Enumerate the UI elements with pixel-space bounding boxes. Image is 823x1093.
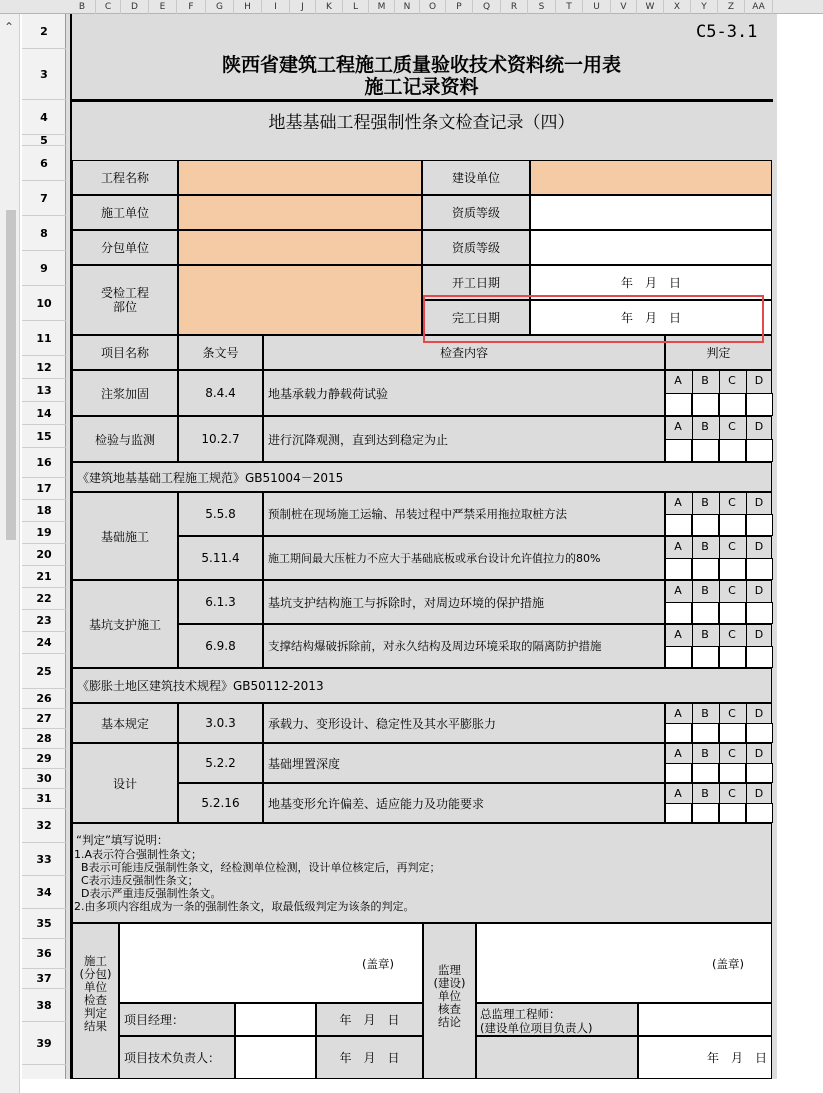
sign-right-label-line: 单位 — [438, 989, 461, 1003]
judgement-checkbox-c[interactable] — [719, 646, 746, 668]
column-header-g[interactable]: G — [206, 0, 234, 14]
pm-date: 年 月 日 — [316, 1003, 423, 1036]
row-header-29[interactable]: 29 — [22, 749, 66, 769]
row-header-36[interactable]: 36 — [22, 939, 66, 969]
judgement-label-c: C — [728, 707, 736, 720]
sign-right-label — [423, 964, 476, 1029]
group-grouting: 注浆加固 — [72, 370, 178, 416]
label-project-manager: 项目经理： — [119, 1003, 235, 1036]
row-header-32[interactable]: 32 — [22, 809, 66, 843]
right-empty-pane — [777, 14, 823, 1093]
content-row-14: 进行沉降观测，直到达到稳定为止 — [263, 416, 665, 462]
judgement-label-b: B — [701, 420, 709, 433]
judgement-label-d: D — [754, 374, 764, 387]
judgement-label-a: A — [674, 540, 682, 553]
judgement-label-d: D — [754, 787, 764, 800]
sign-left-label-line: (分包) — [79, 967, 112, 981]
form — [66, 14, 777, 1079]
judgement-label-a: A — [674, 420, 682, 433]
judgement-label-b: B — [701, 787, 709, 800]
judgement-checkbox-b[interactable] — [692, 602, 719, 624]
row-header-9[interactable]: 9 — [22, 251, 66, 286]
sign-left-label-line: 施工 — [84, 954, 107, 968]
label-chief-engineer: 总监理工程师： — [480, 1007, 561, 1021]
judgement-divider — [692, 492, 693, 514]
judgement-label-d: D — [754, 707, 764, 720]
tech-date: 年 月 日 — [316, 1036, 423, 1079]
judgement-label-c: C — [728, 374, 736, 387]
judgement-divider — [692, 703, 693, 723]
seal-right: (盖章) — [712, 957, 744, 971]
judgement-divider — [746, 492, 747, 514]
judgement-checkbox-d[interactable] — [746, 439, 773, 462]
column-header-l[interactable]: L — [343, 0, 369, 14]
judgement-checkbox-d[interactable] — [746, 803, 773, 823]
judgement-checkbox-a[interactable] — [665, 763, 692, 783]
content-row-12: 地基承载力静载荷试验 — [263, 370, 665, 416]
row-header-30[interactable]: 30 — [22, 769, 66, 789]
start-date-input[interactable]: 年 月 日 — [530, 265, 772, 300]
project-manager-input[interactable] — [235, 1003, 316, 1036]
content-row-26: 承载力、变形设计、稳定性及其水平膨胀力 — [263, 703, 665, 743]
form-title-line2: 施工记录资料 — [364, 76, 479, 98]
title-divider — [72, 99, 773, 102]
seal-left: (盖章) — [362, 957, 394, 971]
judgement-checkbox-c[interactable] — [719, 439, 746, 462]
judgement-label-c: C — [728, 496, 736, 509]
header-item-name: 项目名称 — [72, 335, 178, 370]
tech-lead-input[interactable] — [235, 1036, 316, 1079]
row-header-16[interactable]: 16 — [22, 448, 66, 478]
form-title: 陕西省建筑工程施工质量验收技术资料统一用表 — [221, 54, 621, 76]
qualification-2-input[interactable] — [530, 230, 772, 265]
judgement-label-a: A — [674, 787, 682, 800]
judgement-checkbox-a[interactable] — [665, 602, 692, 624]
project-name-input[interactable] — [178, 160, 422, 195]
judgement-label-b: B — [701, 496, 709, 509]
judgement-checkbox-b[interactable] — [692, 763, 719, 783]
label-chief-engineer-sub: (建设单位项目负责人) — [480, 1021, 593, 1035]
judgement-label-b: B — [701, 747, 709, 760]
judgement-label-c: C — [728, 747, 736, 760]
judgement-checkbox-d[interactable] — [746, 763, 773, 783]
row-header-31[interactable]: 31 — [22, 789, 66, 809]
judgement-label-d: D — [754, 420, 764, 433]
judgement-checkbox-c[interactable] — [719, 558, 746, 580]
row-header-37[interactable]: 37 — [22, 969, 66, 989]
column-header-m[interactable]: M — [369, 0, 395, 14]
judgement-divider — [719, 580, 720, 602]
judgement-checkbox-c[interactable] — [719, 514, 746, 536]
row-header-28[interactable]: 28 — [22, 729, 66, 749]
column-header-z[interactable]: Z — [718, 0, 745, 14]
row-header-18[interactable]: 18 — [22, 500, 66, 522]
row-header-38[interactable]: 38 — [22, 989, 66, 1022]
content-row-21: 基坑支护结构施工与拆除时，对周边环境的保护措施 — [263, 580, 665, 624]
row-header-21[interactable]: 21 — [22, 566, 66, 588]
row-header-bar — [22, 14, 66, 1079]
row-header-3[interactable]: 3 — [22, 49, 66, 100]
judgement-divider — [746, 536, 747, 558]
row-header-6[interactable]: 6 — [22, 146, 66, 181]
group-foundation-construction: 基础施工 — [72, 492, 178, 580]
judgement-divider — [719, 743, 720, 763]
judgement-divider — [719, 783, 720, 803]
judgement-checkbox-a[interactable] — [665, 646, 692, 668]
row-header-7[interactable]: 7 — [22, 181, 66, 216]
judgement-divider — [692, 370, 693, 393]
clause-5-5-8: 5.5.8 — [178, 492, 263, 536]
standard-gb50112: 《膨胀土地区建筑技术规程》GB50112-2013 — [72, 668, 772, 703]
content-row-19: 施工期间最大压桩力不应大于基础底板或承台设计允许值拉力的80% — [263, 536, 665, 580]
group-monitoring: 检验与监测 — [72, 416, 178, 462]
judgement-checkbox-c[interactable] — [719, 723, 746, 743]
sign-left-label-line: 单位 — [84, 980, 107, 994]
judgement-label-c: C — [728, 540, 736, 553]
sign-left-label-line: 检查 — [84, 993, 107, 1007]
judgement-checkbox-c[interactable] — [719, 763, 746, 783]
group-basic-rules: 基本规定 — [72, 703, 178, 743]
judgement-label-b: B — [701, 540, 709, 553]
column-header-n[interactable]: N — [395, 0, 420, 14]
standard-gb51004: 《建筑地基基础工程施工规范》GB51004－2015 — [72, 462, 772, 492]
judgement-label-d: D — [754, 496, 764, 509]
judgement-label-c: C — [728, 787, 736, 800]
judgement-divider — [746, 703, 747, 723]
column-header-r[interactable]: R — [501, 0, 528, 14]
judgement-label-d: D — [754, 540, 764, 553]
sign-right-label-line: 监理 — [438, 963, 461, 977]
label-tech-lead: 项目技术负责人： — [119, 1036, 235, 1079]
sign-left-label — [72, 955, 119, 1033]
row-header-35[interactable]: 35 — [22, 909, 66, 939]
judgement-label-c: C — [728, 628, 736, 641]
judgement-label-b: B — [701, 628, 709, 641]
label-construction-unit: 施工单位 — [72, 195, 178, 230]
judgement-divider — [692, 416, 693, 439]
judgement-checkbox-a[interactable] — [665, 439, 692, 462]
row-header-15[interactable]: 15 — [22, 425, 66, 448]
judgement-divider — [746, 416, 747, 439]
judgement-label-a: A — [674, 374, 682, 387]
judgement-divider — [692, 580, 693, 602]
sign-left-label-line: 判定 — [84, 1006, 107, 1020]
label-inspected-part: 受检工程部位 — [72, 265, 178, 335]
label-qualification-2: 资质等级 — [422, 230, 530, 265]
label-builder-unit: 建设单位 — [422, 160, 530, 195]
content-row-17: 预制桩在现场施工运输、吊装过程中严禁采用拖拉取桩方法 — [263, 492, 665, 536]
column-header-j[interactable]: J — [290, 0, 316, 14]
column-header-f[interactable]: F — [177, 0, 206, 14]
label-qualification-1: 资质等级 — [422, 195, 530, 230]
row-header-8[interactable]: 8 — [22, 216, 66, 251]
judgement-checkbox-b[interactable] — [692, 723, 719, 743]
form-code: C5-3.1 — [696, 22, 758, 42]
row-header-12[interactable]: 12 — [22, 356, 66, 379]
judgement-divider — [692, 624, 693, 646]
end-date-input[interactable]: 年 月 日 — [530, 300, 772, 335]
judgement-checkbox-d[interactable] — [746, 723, 773, 743]
judgement-divider — [719, 536, 720, 558]
judgement-label-b: B — [701, 374, 709, 387]
row-header-4[interactable]: 4 — [22, 100, 66, 135]
judgement-checkbox-d[interactable] — [746, 558, 773, 580]
judgement-label-d: D — [754, 584, 764, 597]
clause-5-2-2: 5.2.2 — [178, 743, 263, 783]
sign-right-label-line: 结论 — [438, 1015, 461, 1029]
header-clause-no: 条文号 — [178, 335, 263, 370]
row-header-17[interactable]: 17 — [22, 478, 66, 500]
judgement-divider — [746, 743, 747, 763]
notes-line: B表示可能违反强制性条文，经检测单位检测，设计单位核定后，再判定； — [74, 861, 441, 874]
column-header-p[interactable]: P — [446, 0, 473, 14]
row-header-11[interactable]: 11 — [22, 321, 66, 356]
judgement-checkbox-b[interactable] — [692, 514, 719, 536]
row-header-5[interactable]: 5 — [22, 135, 66, 146]
vertical-scrollbar[interactable] — [0, 14, 20, 1093]
scroll-up-arrow-icon[interactable]: ⌃ — [4, 20, 15, 34]
right-blank-cell — [476, 1036, 638, 1079]
clause-5-2-16: 5.2.16 — [178, 783, 263, 823]
column-header-b[interactable]: B — [69, 0, 96, 14]
notes-line: 1.A表示符合强制性条文； — [74, 848, 203, 861]
judgement-divider — [719, 492, 720, 514]
row-header-24[interactable]: 24 — [22, 632, 66, 654]
judgement-divider — [719, 624, 720, 646]
group-design: 设计 — [72, 743, 178, 823]
content-row-28: 基础埋置深度 — [263, 743, 665, 783]
construction-unit-input[interactable] — [178, 195, 422, 230]
column-header-v[interactable]: V — [611, 0, 637, 14]
notes-line: “判定”填写说明： — [76, 833, 169, 847]
column-header-aa[interactable]: AA — [745, 0, 773, 14]
judgement-divider — [719, 416, 720, 439]
label-project-name: 工程名称 — [72, 160, 178, 195]
judgement-checkbox-d[interactable] — [746, 602, 773, 624]
sign-left-label-line: 结果 — [84, 1019, 107, 1033]
column-header-q[interactable]: Q — [473, 0, 501, 14]
judgement-checkbox-a[interactable] — [665, 558, 692, 580]
clause-5-11-4: 5.11.4 — [178, 536, 263, 580]
judgement-divider — [746, 783, 747, 803]
row-header-25[interactable]: 25 — [22, 654, 66, 689]
judgement-divider — [692, 783, 693, 803]
judgement-checkbox-d[interactable] — [746, 646, 773, 668]
scrollbar-thumb[interactable] — [6, 210, 16, 540]
judgement-label-a: A — [674, 584, 682, 597]
column-header-s[interactable]: S — [528, 0, 556, 14]
judgement-checkbox-d[interactable] — [746, 393, 773, 416]
column-header-h[interactable]: H — [234, 0, 262, 14]
content-row-23: 支撑结构爆破拆除前，对永久结构及周边环境采取的隔离防护措施 — [263, 624, 665, 668]
row-header-23[interactable]: 23 — [22, 610, 66, 632]
notes-line: C表示违反强制性条文； — [74, 874, 199, 887]
builder-unit-input[interactable] — [530, 160, 772, 195]
judgement-label-b: B — [701, 707, 709, 720]
judgement-checkbox-a[interactable] — [665, 803, 692, 823]
row-header-34[interactable]: 34 — [22, 876, 66, 909]
judgement-label-d: D — [754, 747, 764, 760]
column-header-t[interactable]: T — [556, 0, 583, 14]
judgement-checkbox-b[interactable] — [692, 439, 719, 462]
judgement-label-a: A — [674, 707, 682, 720]
right-date[interactable]: 年 月 日 — [638, 1036, 772, 1079]
column-header-e[interactable]: E — [149, 0, 177, 14]
judgement-label-b: B — [701, 584, 709, 597]
judgement-label-a: A — [674, 628, 682, 641]
column-header-i[interactable]: I — [262, 0, 290, 14]
judgement-divider — [746, 370, 747, 393]
row-header-33[interactable]: 33 — [22, 843, 66, 876]
column-header-w[interactable]: W — [637, 0, 664, 14]
row-header-26[interactable]: 26 — [22, 689, 66, 709]
row-header-14[interactable]: 14 — [22, 402, 66, 425]
clause-6-9-8: 6.9.8 — [178, 624, 263, 668]
header-judgement: 判定 — [665, 335, 772, 370]
column-header-bar — [0, 0, 823, 14]
judgement-checkbox-b[interactable] — [692, 393, 719, 416]
judgement-checkbox-b[interactable] — [692, 646, 719, 668]
judgement-checkbox-c[interactable] — [719, 803, 746, 823]
notes-line: D表示严重违反强制性条文。 — [74, 887, 222, 900]
judgement-checkbox-d[interactable] — [746, 514, 773, 536]
judgement-checkbox-c[interactable] — [719, 393, 746, 416]
clause-10-2-7: 10.2.7 — [178, 416, 263, 462]
column-header-k[interactable]: K — [316, 0, 343, 14]
column-header-c[interactable]: C — [96, 0, 121, 14]
judgement-checkbox-c[interactable] — [719, 602, 746, 624]
row-header-10[interactable]: 10 — [22, 286, 66, 321]
clause-3-0-3: 3.0.3 — [178, 703, 263, 743]
judgement-label-a: A — [674, 747, 682, 760]
row-header-39[interactable]: 39 — [22, 1022, 66, 1065]
judgement-divider — [746, 624, 747, 646]
sign-right-label-line: 核查 — [438, 1002, 461, 1016]
inspected-part-input[interactable] — [178, 265, 422, 335]
clause-8-4-4: 8.4.4 — [178, 370, 263, 416]
label-end-date: 完工日期 — [422, 300, 530, 335]
judgement-divider — [692, 536, 693, 558]
judgement-checkbox-a[interactable] — [665, 723, 692, 743]
judgement-divider — [719, 703, 720, 723]
judgement-label-d: D — [754, 628, 764, 641]
judgement-checkbox-b[interactable] — [692, 558, 719, 580]
label-subcontract-unit: 分包单位 — [72, 230, 178, 265]
judgement-divider — [746, 580, 747, 602]
header-check-content: 检查内容 — [263, 335, 665, 370]
highlight-box — [423, 295, 764, 343]
judgement-label-c: C — [728, 420, 736, 433]
row-header-20[interactable]: 20 — [22, 544, 66, 566]
column-header-x[interactable]: X — [664, 0, 691, 14]
column-header-d[interactable]: D — [121, 0, 149, 14]
column-header-y[interactable]: Y — [691, 0, 718, 14]
judgement-checkbox-a[interactable] — [665, 514, 692, 536]
sign-right-label-line: (建设) — [433, 976, 466, 990]
judgement-checkbox-b[interactable] — [692, 803, 719, 823]
subcontract-unit-input[interactable] — [178, 230, 422, 265]
row-header-27[interactable]: 27 — [22, 709, 66, 729]
judgement-divider — [692, 743, 693, 763]
row-header-2[interactable]: 2 — [22, 14, 66, 49]
judgement-divider — [719, 370, 720, 393]
row-header-19[interactable]: 19 — [22, 522, 66, 544]
judgement-label-c: C — [728, 584, 736, 597]
qualification-1-input[interactable] — [530, 195, 772, 230]
group-pit-support: 基坑支护施工 — [72, 580, 178, 668]
row-header-13[interactable]: 13 — [22, 379, 66, 402]
clause-6-1-3: 6.1.3 — [178, 580, 263, 624]
judgement-label-a: A — [674, 496, 682, 509]
column-header-u[interactable]: U — [583, 0, 611, 14]
row-header-22[interactable]: 22 — [22, 588, 66, 610]
notes-line: 2.由多项内容组成为一条的强制性条文，取最低级判定为该条的判定。 — [74, 900, 415, 913]
column-header-o[interactable]: O — [420, 0, 446, 14]
content-row-30: 地基变形允许偏差、适应能力及功能要求 — [263, 783, 665, 823]
judgement-checkbox-a[interactable] — [665, 393, 692, 416]
chief-engineer-input[interactable] — [638, 1003, 772, 1036]
page-subtitle: 地基基础工程强制性条文检查记录（四） — [268, 113, 575, 133]
label-start-date: 开工日期 — [422, 265, 530, 300]
